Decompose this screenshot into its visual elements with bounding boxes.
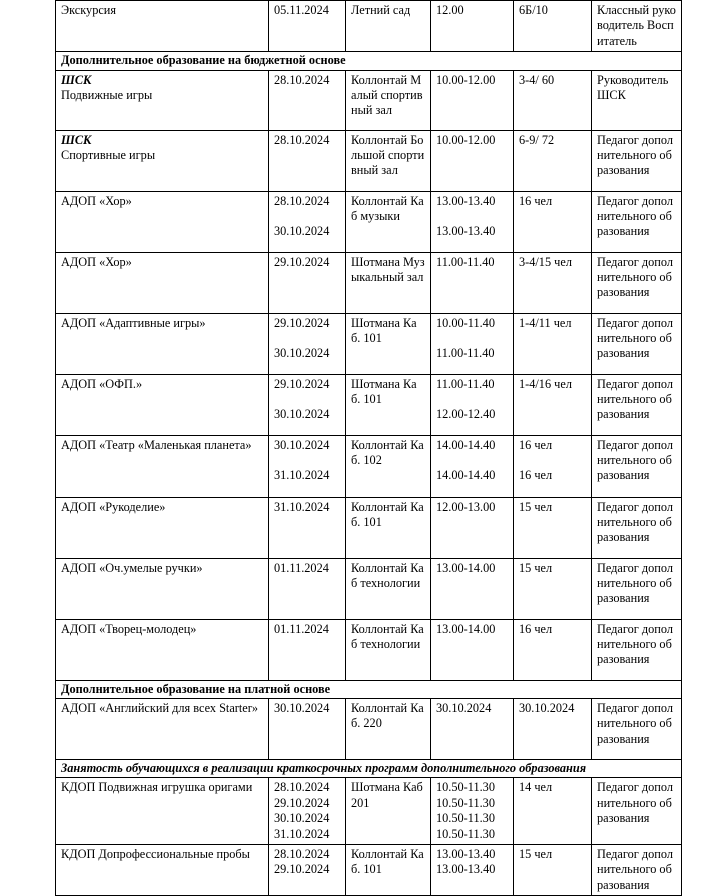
table-row (56, 619, 682, 680)
schedule-table (55, 0, 682, 896)
time-cell (431, 130, 514, 191)
table-row (56, 1, 682, 52)
activity-name: АДОП «ОФП.» (61, 376, 143, 391)
responsible-cell (592, 1, 682, 52)
date-value: 29.10.2024 (274, 862, 330, 877)
activity-cell (56, 778, 269, 845)
responsible-value: Педагог дополнительного образования (597, 132, 674, 178)
table-row (56, 252, 682, 313)
date-cell (269, 845, 346, 896)
time-value: 12.00-12.40 (436, 407, 496, 422)
count-value: 6Б/10 (519, 3, 548, 17)
date-value: 28.10.2024 (274, 847, 330, 862)
responsible-value: Педагог дополнительного образования (597, 560, 674, 606)
table-row (56, 435, 682, 497)
activity-name: Экскурсия (61, 3, 117, 17)
date-cell (269, 558, 346, 619)
date-cell (269, 435, 346, 497)
responsible-value: Классный руководитель Воспитатель (597, 3, 676, 48)
time-value: 13.00-13.40 (436, 847, 496, 862)
activity-cell (56, 497, 269, 558)
spacer (436, 453, 508, 468)
count-cell (514, 558, 592, 619)
responsible-cell (592, 252, 682, 313)
count-value: 30.10.2024 (519, 701, 575, 716)
place-value: Шотмана Каб. 101 (351, 376, 417, 407)
time-cell (431, 374, 514, 435)
count-value: 16 чел (519, 621, 553, 636)
time-cell (431, 191, 514, 252)
responsible-value: Педагог дополнительного образования (597, 376, 674, 422)
count-value: 14 чел (519, 780, 553, 795)
count-value: 1-4/11 чел (519, 315, 572, 330)
place-cell (346, 313, 431, 374)
responsible-value: Педагог дополнительного образования (597, 847, 674, 892)
time-value: 13.00-14.00 (436, 621, 496, 636)
activity-cell (56, 845, 269, 896)
responsible-value: Педагог дополнительного образования (597, 621, 674, 667)
date-value: 29.10.2024 (274, 376, 330, 391)
time-cell (431, 1, 514, 52)
time-cell (431, 497, 514, 558)
place-cell (346, 435, 431, 497)
place-value: Шотмана Каб 201 (351, 780, 423, 810)
responsible-value: Педагог дополнительного образования (597, 780, 674, 826)
activity-cell (56, 70, 269, 130)
time-value: 11.00-11.40 (436, 254, 495, 269)
activity-cell (56, 435, 269, 497)
date-cell (269, 1, 346, 52)
activity-name: АДОП «Английский для всех Starter» (61, 701, 259, 716)
spacer (274, 331, 340, 346)
table-row (56, 313, 682, 374)
time-cell (431, 778, 514, 845)
date-cell (269, 252, 346, 313)
section-header: Занятость обучающихся в реализации краткосрочных программ дополнительного образования (56, 760, 682, 778)
count-cell (514, 619, 592, 680)
place-value: Коллонтай Каб технологии (351, 621, 424, 652)
table-row (56, 497, 682, 558)
count-value: 15 чел (519, 560, 553, 575)
count-value: 6-9/ 72 (519, 132, 555, 147)
responsible-cell (592, 191, 682, 252)
date-value: 28.10.2024 (274, 132, 330, 147)
place-value: Коллонтай Малый спортивный зал (351, 72, 423, 118)
activity-cell (56, 252, 269, 313)
activity-name: АДОП «Хор» (61, 193, 132, 208)
count-cell (514, 252, 592, 313)
time-value: 13.00-14.00 (436, 560, 496, 575)
activity-cell (56, 558, 269, 619)
activity-name: КДОП Допрофессиональные пробы (61, 847, 250, 862)
time-value: 12.00-13.00 (436, 499, 496, 514)
count-value: 15 чел (519, 847, 553, 862)
activity-name: АДОП «Рукоделие» (61, 499, 166, 514)
count-value: 16 чел (519, 193, 553, 208)
date-value: 29.10.2024 (274, 315, 330, 330)
date-value: 30.10.2024 (274, 346, 330, 361)
time-value: 10.00-12.00 (436, 132, 496, 147)
time-value: 30.10.2024 (436, 701, 492, 716)
count-value: 16 чел (519, 437, 553, 452)
time-cell (431, 845, 514, 896)
spacer (274, 392, 340, 407)
date-value: 01.11.2024 (274, 621, 329, 636)
date-value: 31.10.2024 (274, 499, 330, 514)
activity-name: Подвижные игры (61, 88, 153, 103)
schedule-table-body (56, 1, 682, 896)
section-header-row (56, 680, 682, 698)
date-cell (269, 699, 346, 760)
time-value: 14.00-14.40 (436, 468, 496, 483)
responsible-value: Педагог дополнительного образования (597, 437, 674, 483)
count-value: 1-4/16 чел (519, 376, 572, 391)
spacer (436, 209, 508, 224)
responsible-cell (592, 435, 682, 497)
responsible-value: Педагог дополнительного образования (597, 193, 674, 239)
responsible-cell (592, 558, 682, 619)
time-cell (431, 558, 514, 619)
time-cell (431, 313, 514, 374)
date-cell (269, 191, 346, 252)
activity-name: КДОП Подвижная игрушка оригами (61, 780, 253, 795)
date-value: 31.10.2024 (274, 826, 330, 841)
time-value: 10.00-11.40 (436, 315, 495, 330)
responsible-cell (592, 70, 682, 130)
date-value: 30.10.2024 (274, 811, 330, 826)
date-value: 30.10.2024 (274, 407, 330, 422)
time-cell (431, 619, 514, 680)
count-cell (514, 699, 592, 760)
responsible-cell (592, 374, 682, 435)
place-cell (346, 699, 431, 760)
spacer (274, 209, 340, 224)
responsible-cell (592, 778, 682, 845)
place-value: Коллонтай Большой спортивный зал (351, 132, 425, 178)
date-cell (269, 313, 346, 374)
responsible-cell (592, 845, 682, 896)
count-value: 3-4/ 60 (519, 72, 555, 87)
spacer (436, 331, 508, 346)
responsible-cell (592, 699, 682, 760)
place-cell (346, 130, 431, 191)
place-value: Коллонтай Каб. 220 (351, 701, 424, 731)
count-cell (514, 845, 592, 896)
table-row (56, 778, 682, 845)
activity-cell (56, 313, 269, 374)
table-row (56, 191, 682, 252)
responsible-value: Педагог дополнительного образования (597, 254, 674, 300)
activity-cell (56, 191, 269, 252)
date-value: 31.10.2024 (274, 468, 330, 483)
place-value: Коллонтай Каб. 101 (351, 847, 424, 877)
responsible-value: Педагог дополнительного образования (597, 499, 674, 545)
time-value: 10.50-11.30 (436, 826, 495, 841)
time-value: 11.00-11.40 (436, 376, 495, 391)
date-value: 30.10.2024 (274, 224, 330, 239)
count-cell (514, 191, 592, 252)
time-value: 12.00 (436, 3, 464, 17)
count-cell (514, 778, 592, 845)
activity-name: АДОП «Творец-молодец» (61, 621, 197, 636)
time-cell (431, 252, 514, 313)
place-cell (346, 252, 431, 313)
count-cell (514, 497, 592, 558)
count-cell (514, 130, 592, 191)
time-value: 10.50-11.30 (436, 780, 495, 795)
table-row (56, 374, 682, 435)
table-row (56, 130, 682, 191)
responsible-cell (592, 497, 682, 558)
place-value: Шотмана Каб. 101 (351, 315, 417, 346)
responsible-value: Педагог дополнительного образования (597, 315, 674, 361)
section-header-row (56, 760, 682, 778)
time-value: 13.00-13.40 (436, 224, 496, 239)
place-value: Коллонтай Каб. 101 (351, 499, 424, 530)
time-value: 13.00-13.40 (436, 862, 496, 877)
date-cell (269, 778, 346, 845)
place-cell (346, 558, 431, 619)
date-cell (269, 70, 346, 130)
time-value: 11.00-11.40 (436, 346, 495, 361)
place-value: Коллонтай Каб. 102 (351, 437, 424, 468)
date-cell (269, 619, 346, 680)
count-cell (514, 313, 592, 374)
table-row (56, 70, 682, 130)
place-value: Летний сад (351, 3, 411, 17)
date-value: 29.10.2024 (274, 795, 330, 810)
activity-name: АДОП «Театр «Маленькая планета» (61, 437, 252, 452)
time-value: 10.50-11.30 (436, 811, 495, 826)
table-row (56, 699, 682, 760)
activity-cell (56, 699, 269, 760)
responsible-cell (592, 130, 682, 191)
time-value: 10.50-11.30 (436, 795, 495, 810)
place-cell (346, 70, 431, 130)
date-cell (269, 374, 346, 435)
place-cell (346, 191, 431, 252)
activity-cell (56, 1, 269, 52)
activity-name: АДОП «Оч.умелые ручки» (61, 560, 203, 575)
time-cell (431, 435, 514, 497)
place-value: Коллонтай Каб музыки (351, 193, 424, 224)
time-cell (431, 70, 514, 130)
time-value: 14.00-14.40 (436, 437, 496, 452)
time-value: 10.00-12.00 (436, 72, 496, 87)
activity-cell (56, 619, 269, 680)
date-value: 30.10.2024 (274, 437, 330, 452)
count-value: 15 чел (519, 499, 553, 514)
spacer (519, 453, 586, 468)
time-cell (431, 699, 514, 760)
activity-name: АДОП «Хор» (61, 254, 132, 269)
count-cell (514, 1, 592, 52)
date-value: 30.10.2024 (274, 701, 330, 716)
table-row (56, 845, 682, 896)
count-cell (514, 70, 592, 130)
responsible-value: Педагог дополнительного образования (597, 701, 674, 746)
count-value: 3-4/15 чел (519, 254, 572, 269)
date-value: 01.11.2024 (274, 560, 329, 575)
place-cell (346, 619, 431, 680)
date-value: 05.11.2024 (274, 3, 329, 17)
responsible-value: Руководитель ШСК (597, 72, 669, 103)
club-label: ШСК (61, 132, 92, 147)
date-value: 28.10.2024 (274, 72, 330, 87)
count-cell (514, 374, 592, 435)
place-cell (346, 374, 431, 435)
club-label: ШСК (61, 72, 92, 87)
section-header: Дополнительное образование на бюджетной основе (56, 52, 682, 70)
date-value: 28.10.2024 (274, 780, 330, 795)
spacer (274, 453, 340, 468)
activity-name: Спортивные игры (61, 148, 156, 163)
table-row (56, 558, 682, 619)
time-value: 13.00-13.40 (436, 193, 496, 208)
count-value: 16 чел (519, 468, 553, 483)
place-cell (346, 778, 431, 845)
place-cell (346, 1, 431, 52)
activity-cell (56, 130, 269, 191)
date-value: 28.10.2024 (274, 193, 330, 208)
activity-name: АДОП «Адаптивные игры» (61, 315, 206, 330)
place-value: Шотмана Музыкальный зал (351, 254, 425, 285)
section-header-row (56, 52, 682, 70)
date-cell (269, 130, 346, 191)
responsible-cell (592, 619, 682, 680)
place-cell (346, 845, 431, 896)
activity-cell (56, 374, 269, 435)
count-cell (514, 435, 592, 497)
spacer (436, 392, 508, 407)
date-cell (269, 497, 346, 558)
place-value: Коллонтай Каб технологии (351, 560, 424, 591)
place-cell (346, 497, 431, 558)
section-header: Дополнительное образование на платной основе (56, 680, 682, 698)
responsible-cell (592, 313, 682, 374)
date-value: 29.10.2024 (274, 254, 330, 269)
